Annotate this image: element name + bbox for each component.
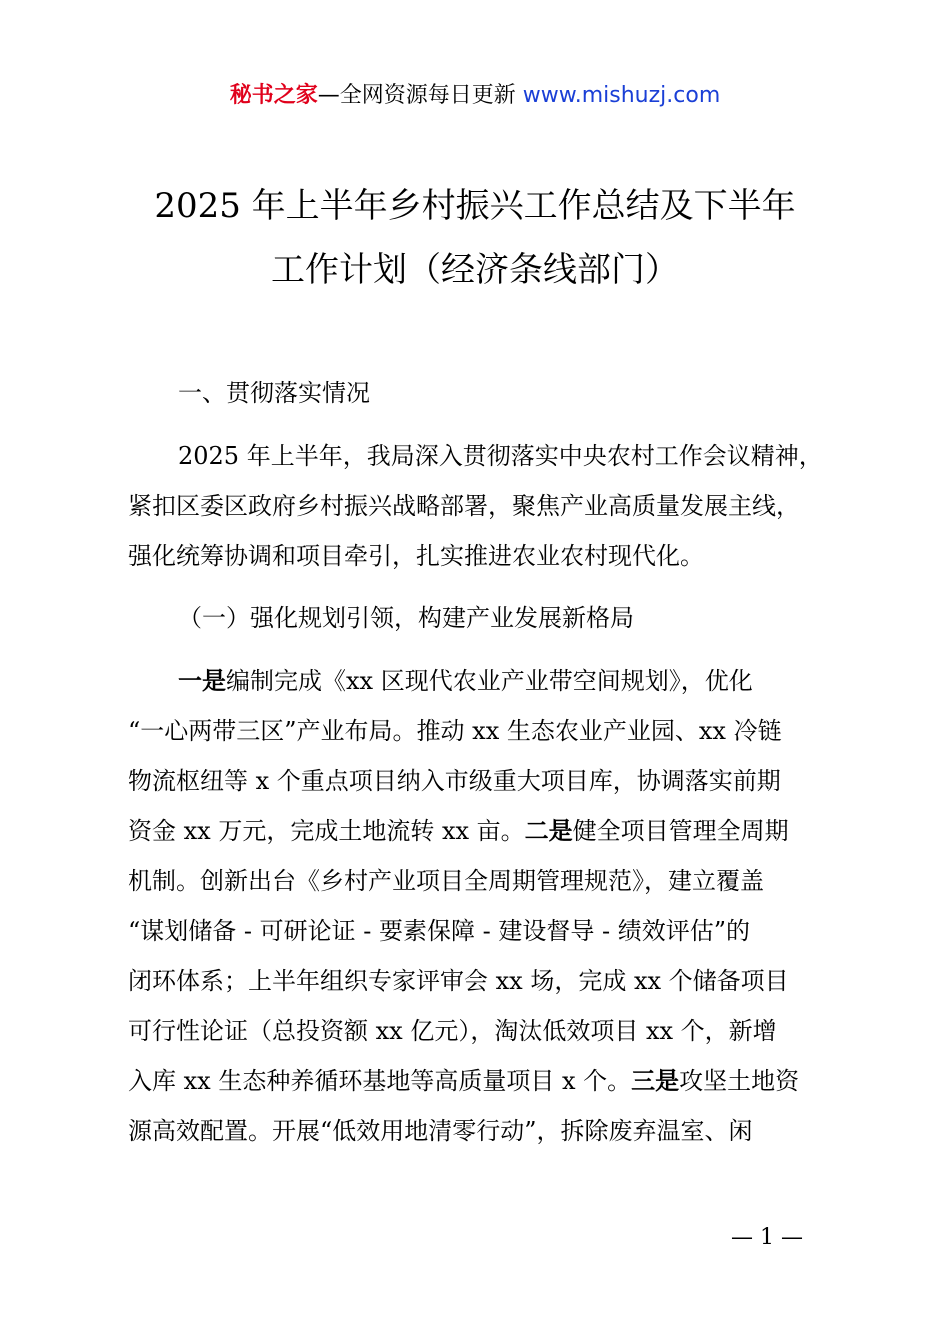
site-url-link[interactable]: www.mishuzj.com [522,83,721,108]
document-title-line-1: 2025 年上半年乡村振兴工作总结及下半年 [154,186,796,226]
body-text: 编制完成《xx 区现代农业产业带空间规划》，优化 [226,667,753,695]
body-line-4 [128,816,789,846]
intro-line-2: 紧扣区委区政府乡村振兴战略部署，聚焦产业高质量发展主线， [128,492,800,520]
subsection-heading: （一）强化规划引领，构建产业发展新格局 [178,604,634,632]
body-line-3: 物流枢纽等 x 个重点项目纳入市级重大项目库，协调落实前期 [128,767,781,795]
body-line-6: “谋划储备 - 可研论证 - 要素保障 - 建设督导 - 绩效评估”的 [128,917,751,945]
section-heading: 一、贯彻落实情况 [178,379,370,407]
body-text: 攻坚土地资 [679,1067,800,1095]
body-text: 资金 xx 万元，完成土地流转 xx 亩。 [128,817,525,845]
body-text: 健全项目管理全周期 [572,817,789,845]
body-line-10: 源高效配置。开展“低效用地清零行动”，拆除废弃温室、闲 [128,1117,753,1145]
document-title-line-2: 工作计划（经济条线部门） [271,250,679,290]
page-number: — 1 — [731,1225,803,1250]
body-line-1 [178,666,753,696]
body-line-9 [128,1066,799,1096]
body-line-8: 可行性论证（总投资额 xx 亿元），淘汰低效项目 xx 个，新增 [128,1017,777,1045]
ordinal-second: 二是 [524,816,573,845]
body-line-7: 闭环体系；上半年组织专家评审会 xx 场，完成 xx 个储备项目 [128,967,789,995]
intro-line-3: 强化统筹协调和项目牵引，扎实推进农业农村现代化。 [128,542,704,570]
site-banner [0,80,950,112]
body-line-2: “一心两带三区”产业布局。推动 xx 生态农业产业园、xx 冷链 [128,717,782,745]
intro-line-1: 2025 年上半年，我局深入贯彻落实中央农村工作会议精神， [178,442,823,470]
body-line-5: 机制。创新出台《乡村产业项目全周期管理规范》，建立覆盖 [128,867,764,895]
body-text: 入库 xx 生态种养循环基地等高质量项目 x 个。 [128,1067,632,1095]
site-brand: 秘书之家 [229,83,318,108]
site-tagline: —全网资源每日更新 [317,83,523,108]
ordinal-third: 三是 [631,1066,680,1095]
ordinal-first: 一是 [178,666,226,695]
